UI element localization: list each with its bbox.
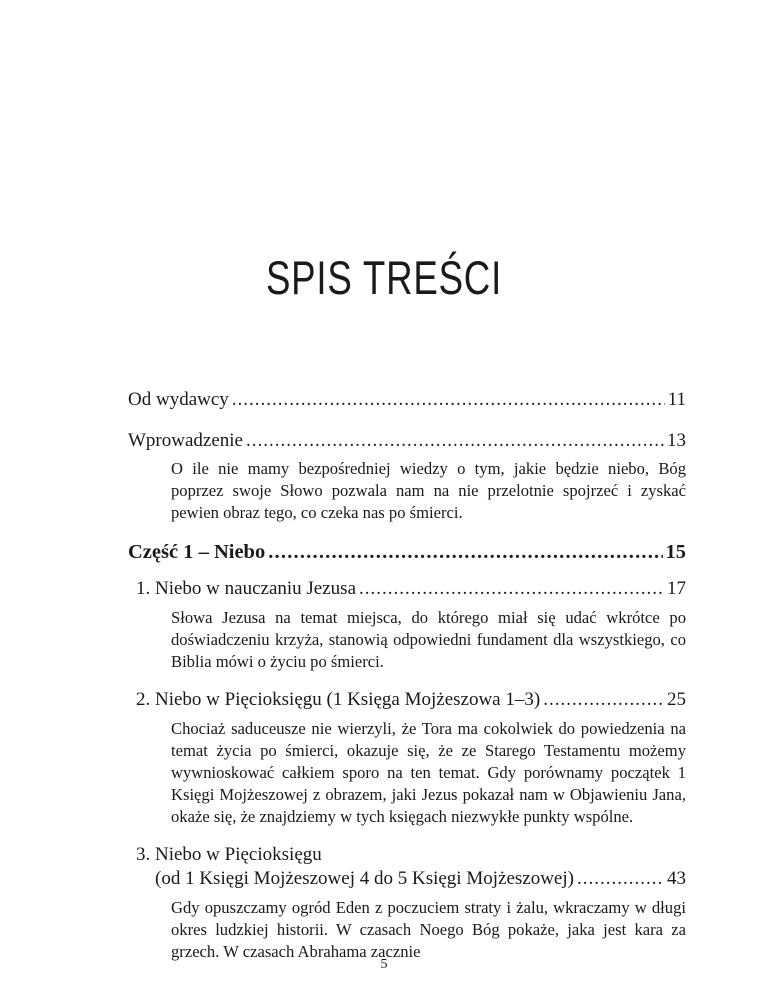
toc-entry-label: 1. Niebo w nauczaniu Jezusa (136, 578, 357, 599)
toc-entry-label-continued: (od 1 Księgi Mojżeszowej 4 do 5 Księgi Mojżeszowej) (155, 868, 574, 889)
dot-leader (268, 540, 662, 564)
toc-entry-wprowadzenie[interactable] (128, 429, 686, 453)
toc-entry-label: Od wydawcy (128, 389, 229, 410)
toc-entry-description: Słowa Jezusa na temat miejsca, do którego miał się udać wkrótce po doświadczeniu krzyża, stanowią odpowiedni fundament dla wszystkiego, co Biblia mówi o życiu po śmierci. (171, 608, 686, 671)
toc-entry-page: 17 (667, 578, 686, 599)
toc-chapter-3[interactable] (136, 843, 686, 891)
toc-entry-description: Gdy opuszczamy ogród Eden z poczuciem straty i żalu, wkraczamy w długi okres ludzkiej historii. W czasach Noego Bóg pokaże, jaka jest kara za grzech. W czasach Abrahama zacznie (171, 898, 686, 961)
toc-entry-label: 3. Niebo w Pięcioksięgu (136, 844, 322, 865)
toc-chapter-2[interactable] (136, 688, 686, 712)
toc-part-niebo[interactable] (128, 540, 686, 564)
dot-leader (543, 688, 664, 712)
page-title: SPIS TREŚCI (265, 251, 503, 304)
dot-leader (577, 867, 664, 891)
toc-entry-label: Część 1 – Niebo (128, 541, 266, 563)
toc-chapter-1[interactable] (136, 577, 686, 601)
toc-entry-page: 25 (667, 689, 686, 710)
table-of-contents (128, 388, 686, 963)
toc-entry-page: 43 (667, 868, 686, 889)
dot-leader (359, 577, 664, 601)
toc-entry-label: 2. Niebo w Pięcioksięgu (1 Księga Mojżeszowa 1–3) (136, 689, 541, 710)
toc-entry-description: Chociaż saduceusze nie wierzyli, że Tora ma cokolwiek do powiedzenia na temat życia po śmierci, okazuje się, że ze Starego Testamentu możemy wywnioskować całkiem sporo na ten temat. Gdy porównamy początek 1 Księgi Mojżeszowej z obrazem, jaki Jezus pokazał nam w Objawieniu Jana, okaże się, że znajdziemy w tych księgach niezwykłe punkty wspólne. (171, 719, 686, 826)
dot-leader (232, 388, 665, 412)
toc-entry-label: Wprowadzenie (128, 430, 243, 451)
toc-entry-page: 11 (667, 389, 686, 410)
toc-entry-od-wydawcy[interactable] (128, 388, 686, 412)
dot-leader (246, 429, 664, 453)
toc-entry-page: 15 (665, 541, 686, 563)
toc-entry-description: O ile nie mamy bezpośredniej wiedzy o tym, jakie będzie niebo, Bóg poprzez swoje Słowo pozwala nam na nie przelotnie spojrzeć i zyskać pewien obraz tego, co czeka nas po śmierci. (171, 459, 686, 522)
toc-entry-page: 13 (667, 430, 686, 451)
page-number: 5 (380, 957, 388, 972)
